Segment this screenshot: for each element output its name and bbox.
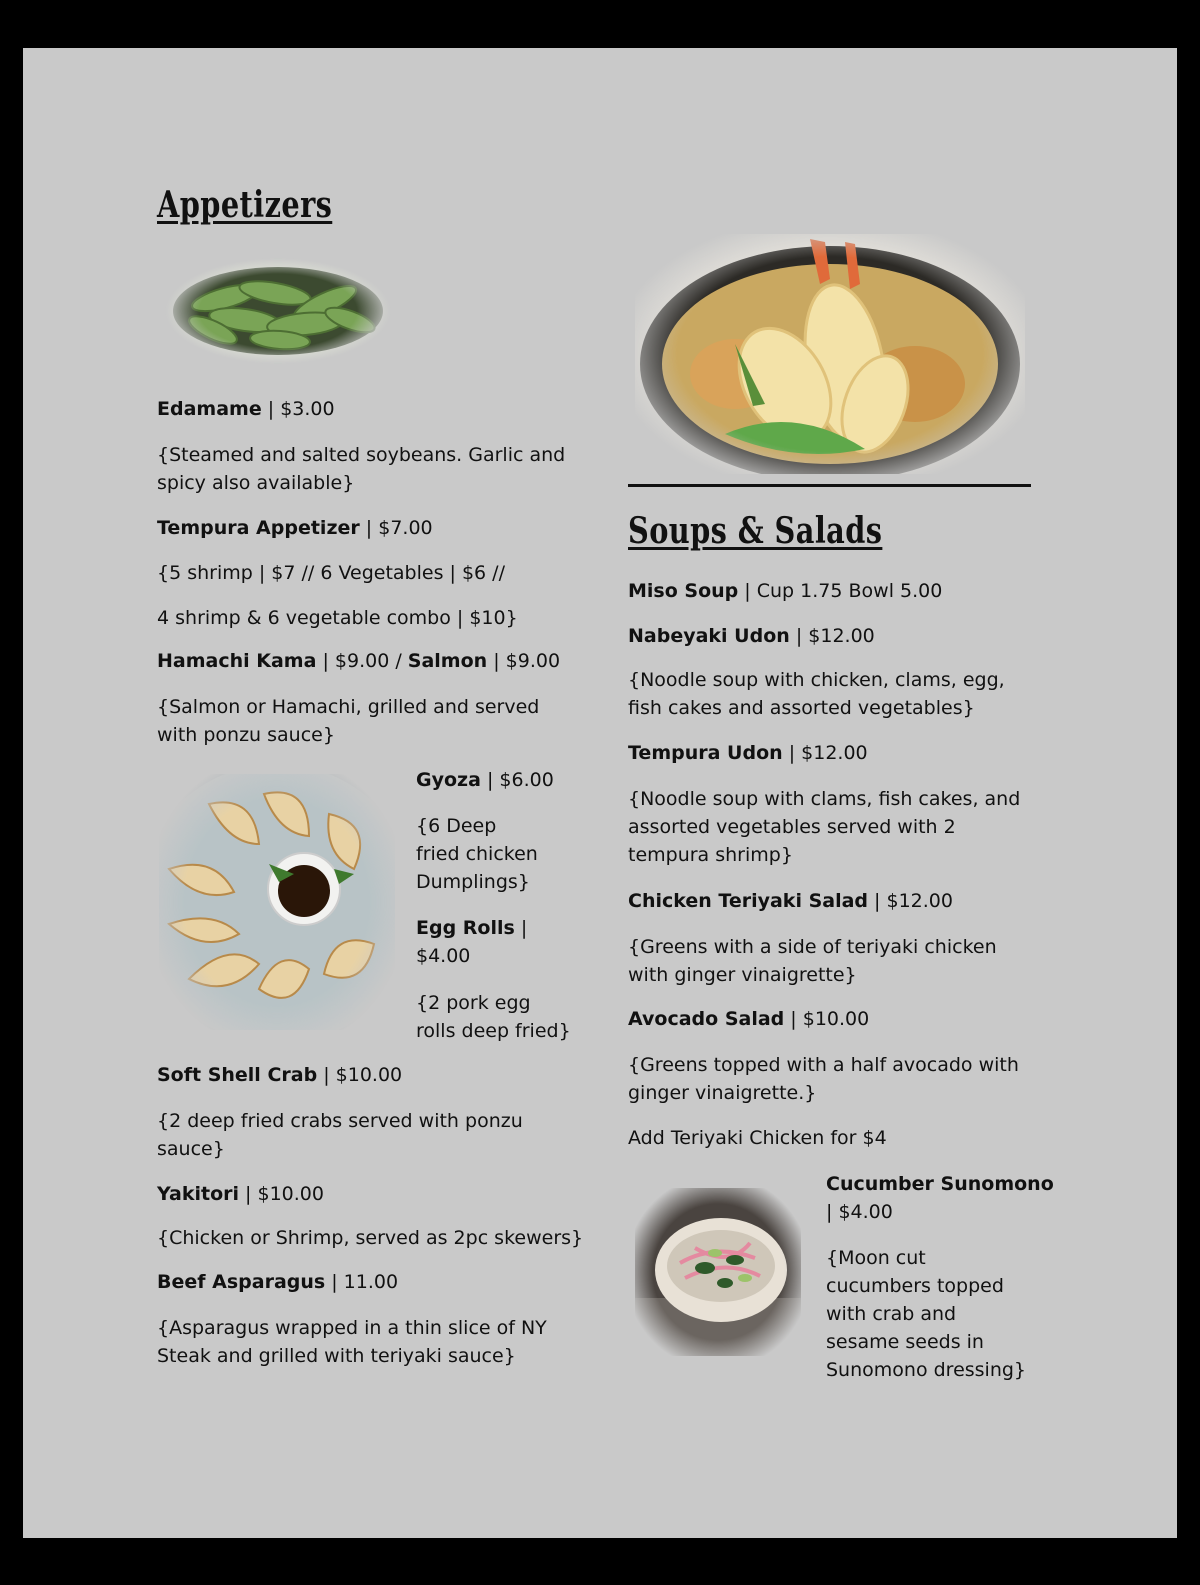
- soft-shell-crab-price: | $10.00: [317, 1064, 403, 1086]
- egg-rolls-name: Egg Rolls: [416, 917, 515, 939]
- section-divider: [628, 484, 1031, 487]
- avocado-salad-addon: Add Teriyaki Chicken for $4: [628, 1127, 887, 1149]
- soft-shell-crab-desc: {2 deep fried crabs served with ponzu sauce}: [157, 1110, 523, 1160]
- beef-asparagus-title: [157, 1268, 398, 1296]
- beef-asparagus-desc: {Asparagus wrapped in a thin slice of NY Steak and grilled with teriyaki sauce}: [157, 1317, 547, 1367]
- egg-rolls-desc: {2 pork egg rolls deep fried}: [416, 992, 571, 1042]
- nabeyaki-udon-name: Nabeyaki Udon: [628, 625, 790, 647]
- menu-page: [23, 48, 1177, 1538]
- edamame-title: [157, 395, 335, 423]
- chicken-teriyaki-salad-desc: {Greens with a side of teriyaki chicken with ginger vinaigrette}: [628, 936, 997, 986]
- cucumber-sunomono-photo: [635, 1188, 801, 1356]
- cucumber-sunomono-name: [826, 1170, 1054, 1198]
- soft-shell-crab-name: Soft Shell Crab: [157, 1064, 318, 1086]
- tempura-appetizer-desc-2: 4 shrimp & 6 vegetable combo | $10}: [157, 607, 518, 629]
- edamame-price: | $3.00: [261, 398, 335, 420]
- cucumber-sunomono-price: | $4.00: [826, 1201, 893, 1223]
- chicken-teriyaki-salad-name: Chicken Teriyaki Salad: [628, 890, 869, 912]
- soups-salads-heading: Soups & Salads: [628, 510, 883, 552]
- edamame-desc: {Steamed and salted soybeans. Garlic and spicy also available}: [157, 444, 566, 494]
- egg-rolls-title: [416, 914, 536, 970]
- hamachi-kama-desc: {Salmon or Hamachi, grilled and served with ponzu sauce}: [157, 696, 540, 746]
- beef-asparagus-price: | 11.00: [325, 1271, 399, 1293]
- tempura-udon-desc: {Noodle soup with clams, fish cakes, and assorted vegetables served with 2 tempura shrimp}: [628, 788, 1021, 866]
- gyoza-desc: {6 Deep fried chicken Dumplings}: [416, 815, 538, 893]
- avocado-salad-desc: {Greens topped with a half avocado with ginger vinaigrette.}: [628, 1054, 1019, 1104]
- salmon-price: | $9.00: [487, 650, 561, 672]
- tempura-udon-price: | $12.00: [782, 742, 868, 764]
- chicken-teriyaki-salad-title: [628, 887, 953, 915]
- gyoza-price: | $6.00: [480, 769, 554, 791]
- edamame-photo: [165, 258, 391, 364]
- chicken-teriyaki-salad-price: | $12.00: [868, 890, 953, 912]
- beef-asparagus-name: Beef Asparagus: [157, 1271, 326, 1293]
- gyoza-name: Gyoza: [416, 769, 481, 791]
- nabeyaki-udon-title: [628, 622, 875, 650]
- nabeyaki-udon-price: | $12.00: [789, 625, 875, 647]
- avocado-salad-price: | $10.00: [784, 1008, 870, 1030]
- yakitori-title: [157, 1180, 324, 1208]
- egg-rolls-price: | $4.00: [416, 917, 528, 967]
- soft-shell-crab-title: [157, 1061, 402, 1089]
- nabeyaki-udon-desc: {Noodle soup with chicken, clams, egg, fish cakes and assorted vegetables}: [628, 669, 1005, 719]
- yakitori-desc: {Chicken or Shrimp, served as 2pc skewers}: [157, 1227, 584, 1249]
- avocado-salad-name: Avocado Salad: [628, 1008, 785, 1030]
- tempura-appetizer-name: Tempura Appetizer: [157, 517, 360, 539]
- appetizers-heading: Appetizers: [157, 184, 333, 226]
- miso-soup-price: | Cup 1.75 Bowl 5.00: [738, 580, 943, 602]
- yakitori-price: | $10.00: [239, 1183, 324, 1205]
- tempura-appetizer-desc-1: {5 shrimp | $7 // 6 Vegetables | $6 //: [157, 562, 505, 584]
- tempura-udon-photo: [635, 234, 1025, 474]
- hamachi-kama-name: Hamachi Kama: [157, 650, 317, 672]
- tempura-udon-name: Tempura Udon: [628, 742, 783, 764]
- tempura-udon-title: [628, 739, 868, 767]
- tempura-appetizer-title: [157, 514, 433, 542]
- salmon-name: Salmon: [407, 650, 488, 672]
- miso-soup-name: Miso Soup: [628, 580, 739, 602]
- miso-soup-title: [628, 577, 942, 605]
- gyoza-title: [416, 766, 554, 794]
- cucumber-sunomono-desc: {Moon cut cucumbers topped with crab and sesame seeds in Sunomono dressing}: [826, 1247, 1027, 1381]
- edamame-name: Edamame: [157, 398, 262, 420]
- yakitori-name: Yakitori: [157, 1183, 240, 1205]
- cucumber-sunomono-name-text: Cucumber Sunomono: [826, 1173, 1054, 1195]
- tempura-appetizer-price: | $7.00: [359, 517, 433, 539]
- hamachi-kama-title: [157, 647, 560, 675]
- hamachi-kama-price: | $9.00 /: [316, 650, 408, 672]
- gyoza-photo: [159, 774, 395, 1030]
- avocado-salad-title: [628, 1005, 869, 1033]
